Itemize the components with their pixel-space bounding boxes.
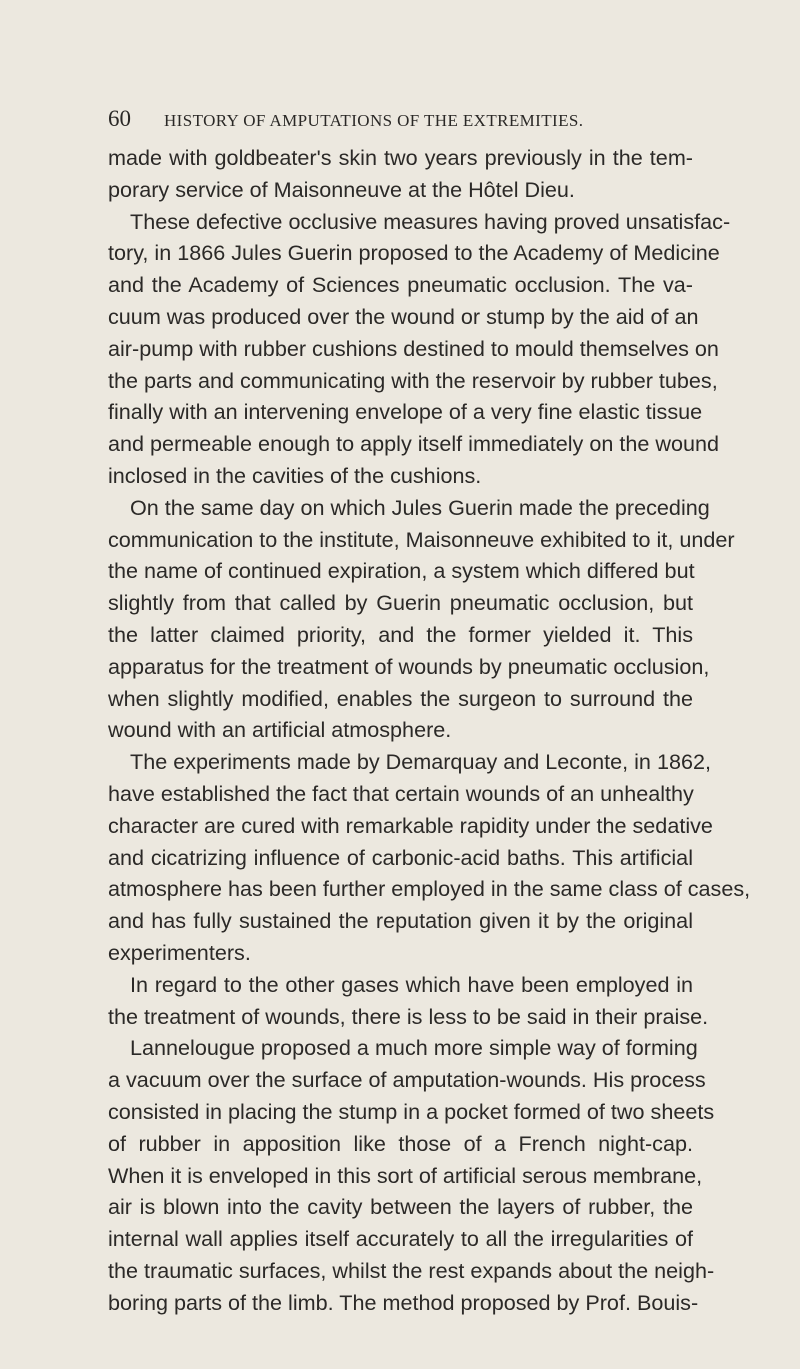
text-line: and permeable enough to apply itself immediately on the wound (108, 431, 720, 457)
text-line: character are cured with remarkable rapidity under the sedative (108, 812, 713, 838)
text-line: When it is enveloped in this sort of artificial serous membrane, (108, 1162, 703, 1188)
text-line: and has fully sustained the reputation given it by the original (108, 908, 693, 934)
text-line: internal wall applies itself accurately to all the irregularities of (108, 1226, 693, 1252)
text-line: In regard to the other gases which have been employed in (130, 971, 693, 997)
text-line: wound with an artificial atmosphere. (108, 717, 452, 743)
text-line: the name of continued expiration, a system which differed but (108, 558, 695, 584)
text-line: air-pump with rubber cushions destined to mould themselves on (108, 335, 719, 361)
text-line: Lannelougue proposed a much more simple way of forming (130, 1035, 698, 1061)
text-line: inclosed in the cavities of the cushions. (108, 462, 482, 488)
text-line: consisted in placing the stump in a pocket formed of two sheets (108, 1098, 715, 1124)
text-line: experimenters. (108, 939, 251, 965)
text-line: apparatus for the treatment of wounds by pneumatic occlusion, (108, 653, 710, 679)
running-head-title: HISTORY OF AMPUTATIONS OF THE EXTREMITIES. (164, 111, 584, 130)
text-line: The experiments made by Demarquay and Leconte, in 1862, (130, 749, 711, 775)
text-line: communication to the institute, Maisonneuve exhibited to it, under (108, 526, 735, 552)
text-line: and cicatrizing influence of carbonic-acid baths. This artificial (108, 844, 693, 870)
text-line: tory, in 1866 Jules Guerin proposed to the Academy of Medicine (108, 240, 720, 266)
text-line: On the same day on which Jules Guerin made the preceding (130, 494, 710, 520)
text-line: have established the fact that certain wounds of an unhealthy (108, 780, 694, 806)
text-line: These defective occlusive measures having proved unsatisfac- (130, 208, 731, 234)
text-line: when slightly modified, enables the surgeon to surround the (108, 685, 693, 711)
text-line: porary service of Maisonneuve at the Hôtel Dieu. (108, 176, 575, 202)
text-line: the parts and communicating with the reservoir by rubber tubes, (108, 367, 718, 393)
page-number: 60 (108, 106, 131, 131)
text-line: of rubber in apposition like those of a French night-cap. (108, 1130, 693, 1156)
text-line: the traumatic surfaces, whilst the rest expands about the neigh- (108, 1257, 715, 1283)
text-line: and the Academy of Sciences pneumatic occlusion. The va- (108, 272, 693, 298)
body-text (108, 142, 751, 1318)
text-line: the latter claimed priority, and the former yielded it. This (108, 621, 693, 647)
text-line: a vacuum over the surface of amputation-wounds. His process (108, 1067, 706, 1093)
text-line: boring parts of the limb. The method proposed by Prof. Bouis- (108, 1289, 699, 1315)
text-line: slightly from that called by Guerin pneumatic occlusion, but (108, 590, 693, 616)
running-head (108, 106, 708, 136)
text-line: finally with an intervening envelope of a very fine elastic tissue (108, 399, 703, 425)
text-line: air is blown into the cavity between the layers of rubber, the (108, 1194, 693, 1220)
text-line: made with goldbeater's skin two years previously in the tem- (108, 145, 693, 170)
text-line: atmosphere has been further employed in the same class of cases, (108, 876, 751, 902)
text-line: the treatment of wounds, there is less to be said in their praise. (108, 1003, 709, 1029)
text-line: cuum was produced over the wound or stump by the aid of an (108, 303, 699, 329)
